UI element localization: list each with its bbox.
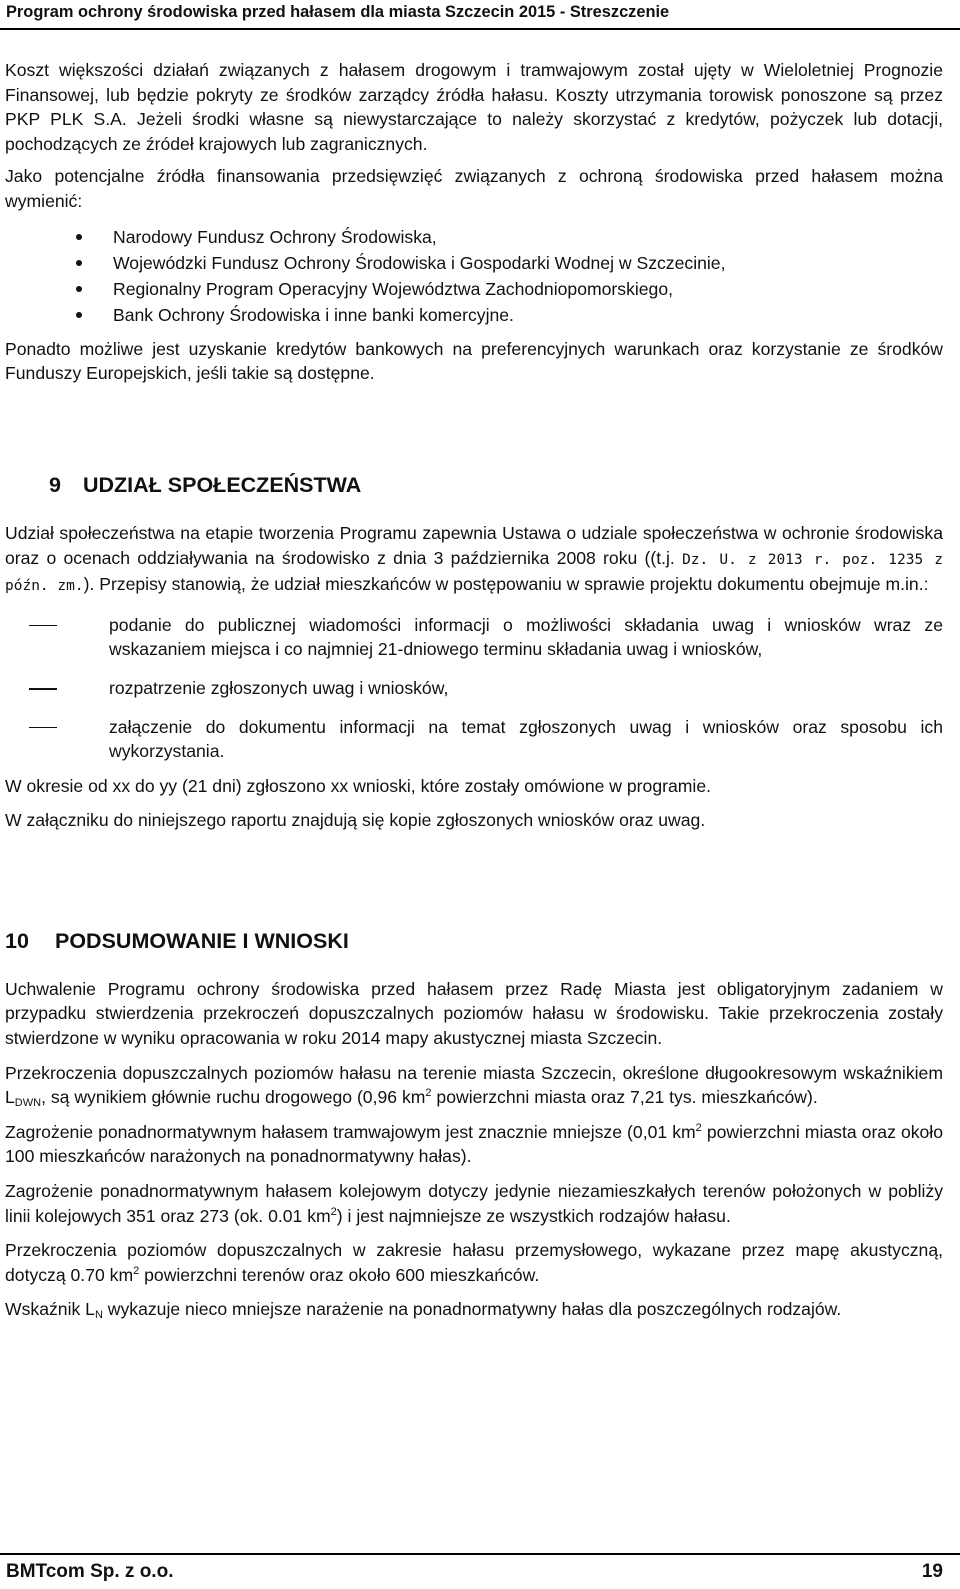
list-item: załączenie do dokumentu informacji na temat zgłoszonych uwag i wniosków oraz sposobu ich wykorzystania.	[5, 715, 943, 764]
bullet-icon	[76, 260, 82, 266]
paragraph-tram-noise: Zagrożenie ponadnormatywnym hałasem tramwajowym jest znacznie mniejsze (0,01 $km^2$ powierzchni miasta oraz około 100 mieszkańców narażonych na ponadnormatywny hałas).	[5, 1121, 943, 1167]
paragraph-costs: Koszt większości działań związanych z hałasem drogowym i tramwajowym został ujęty w Wieloletniej Prognozie Finansowej, lub będzie pokryty ze środków zarządcy źródła hałasu. Koszty utrzymania torowisk ponoszone są przez PKP PLK S.A. Jeżeli środki własne są niewystarczające to należy skorzystać z kredytów, pożyczek lub dotacji, pochodzących ze źródeł krajowych lub zagranicznych.	[5, 60, 943, 154]
paragraph-industrial-noise: Przekroczenia poziomów dopuszczalnych w zakresie hałasu przemysłowego, wykazane przez mapę akustyczną, dotyczą 0.70 $km^2$ powierzchni terenów oraz około 600 mieszkańców.	[5, 1240, 943, 1285]
section-number: 9	[49, 472, 61, 497]
bullet-icon	[76, 312, 82, 318]
list-item: Regionalny Program Operacyjny Województwa Zachodniopomorskiego,	[5, 276, 943, 302]
list-item: Bank Ochrony Środowiska i inne banki komercyjne.	[5, 302, 943, 328]
section-9-heading	[5, 471, 943, 499]
dash-icon	[29, 688, 57, 690]
paragraph-rail-noise: Zagrożenie ponadnormatywnym hałasem kolejowym dotyczy jedynie niezamieszkałych terenów położonych w pobliży linii kolejowych 351 oraz 273 (ok. 0.01 $km^2$) i jest najmniejsze ze wszystkich rodzajów hałasu.	[5, 1181, 943, 1226]
list-item: Wojewódzki Fundusz Ochrony Środowiska i Gospodarki Wodnej w Szczecinie,	[5, 250, 943, 276]
bullet-icon	[76, 286, 82, 292]
paragraph-public-participation: Udział społeczeństwa na etapie tworzenia Programu zapewnia Ustawa o udziale społeczeństwa w ochronie środowiska oraz o ocenach oddziaływania na środowisko z dnia 3 października 2008 roku ((t.j. Dz. U. z 2013 r. poz. 1235 z późn. zm.). Przepisy stanowią, że udział mieszkańców w postępowaniu w sprawie projektu dokumentu obejmuje m.in.:	[5, 522, 943, 595]
section-title: UDZIAŁ SPOŁECZEŃSTWA	[82, 472, 362, 497]
footer-company: BMTcom Sp. z o.o.	[6, 1561, 174, 1582]
paragraph-summary: Uchwalenie Programu ochrony środowiska przed hałasem przez Radę Miasta jest obligatoryjnym zadaniem w przypadku stwierdzenia przekroczeń dopuszczalnych poziomów hałasu w środowisku. Takie przekroczenia zostały stwierdzone w wyniku opracowania w roku 2014 mapy akustycznej miasta Szczecin.	[5, 978, 943, 1049]
section-10-heading	[5, 927, 943, 955]
paragraph-eu-funds: Ponadto możliwe jest uzyskanie kredytów bankowych na preferencyjnych warunkach oraz korzystanie ze środków Funduszy Europejskich, jeśli takie są dostępne.	[5, 338, 943, 384]
list-item: rozpatrzenie zgłoszonych uwag i wniosków,	[5, 676, 943, 701]
dash-icon	[29, 625, 57, 627]
list-item: podanie do publicznej wiadomości informacji o możliwości składania uwag i wniosków wraz ze wskazaniem miejsca i co najmniej 21-dniowego terminu składania uwag i wniosków,	[5, 613, 943, 662]
header-title: Program ochrony środowiska przed hałasem dla miasta Szczecin 2015 - Streszczenie	[6, 3, 670, 21]
page-content	[5, 58, 943, 1322]
section-number: 10	[5, 928, 29, 953]
participation-steps-list	[5, 613, 943, 764]
paragraph-road-noise: Przekroczenia dopuszczalnych poziomów hałasu na terenie miasta Szczecin, określone długookresowym wskaźnikiem $L_{DWN}$, są wynikiem głównie ruchu drogowego (0,96 $km^2$ powierzchni miasta oraz 7,21 tys. mieszkańców).	[5, 1062, 943, 1110]
section-title: PODSUMOWANIE I WNIOSKI	[54, 928, 349, 953]
paragraph-attachment: W załączniku do niniejszego raportu znajdują się kopie zgłoszonych wniosków oraz uwag.	[5, 810, 706, 831]
bullet-icon	[76, 234, 82, 240]
running-header	[0, 0, 960, 30]
paragraph-funding-sources: Jako potencjalne źródła finansowania przedsięwzięć związanych z ochroną środowiska przed hałasem można wymienić:	[5, 166, 943, 211]
paragraph-ln-indicator: Wskaźnik $L_N$ wykazuje nieco mniejsze narażenie na ponadnormatywny hałas dla poszczególnych rodzajów.	[5, 1299, 842, 1322]
page-number: 19	[921, 1561, 943, 1582]
funding-sources-list	[5, 224, 943, 329]
legal-reference: Dz. U. z 2013 r. poz. 1235 z późn. zm.	[5, 551, 943, 595]
dash-icon	[29, 727, 57, 729]
page-footer	[0, 1553, 960, 1589]
list-item: Narodowy Fundusz Ochrony Środowiska,	[5, 224, 943, 250]
paragraph-submissions: W okresie od xx do yy (21 dni) zgłoszono xx wnioski, które zostały omówione w programie.	[5, 775, 711, 796]
